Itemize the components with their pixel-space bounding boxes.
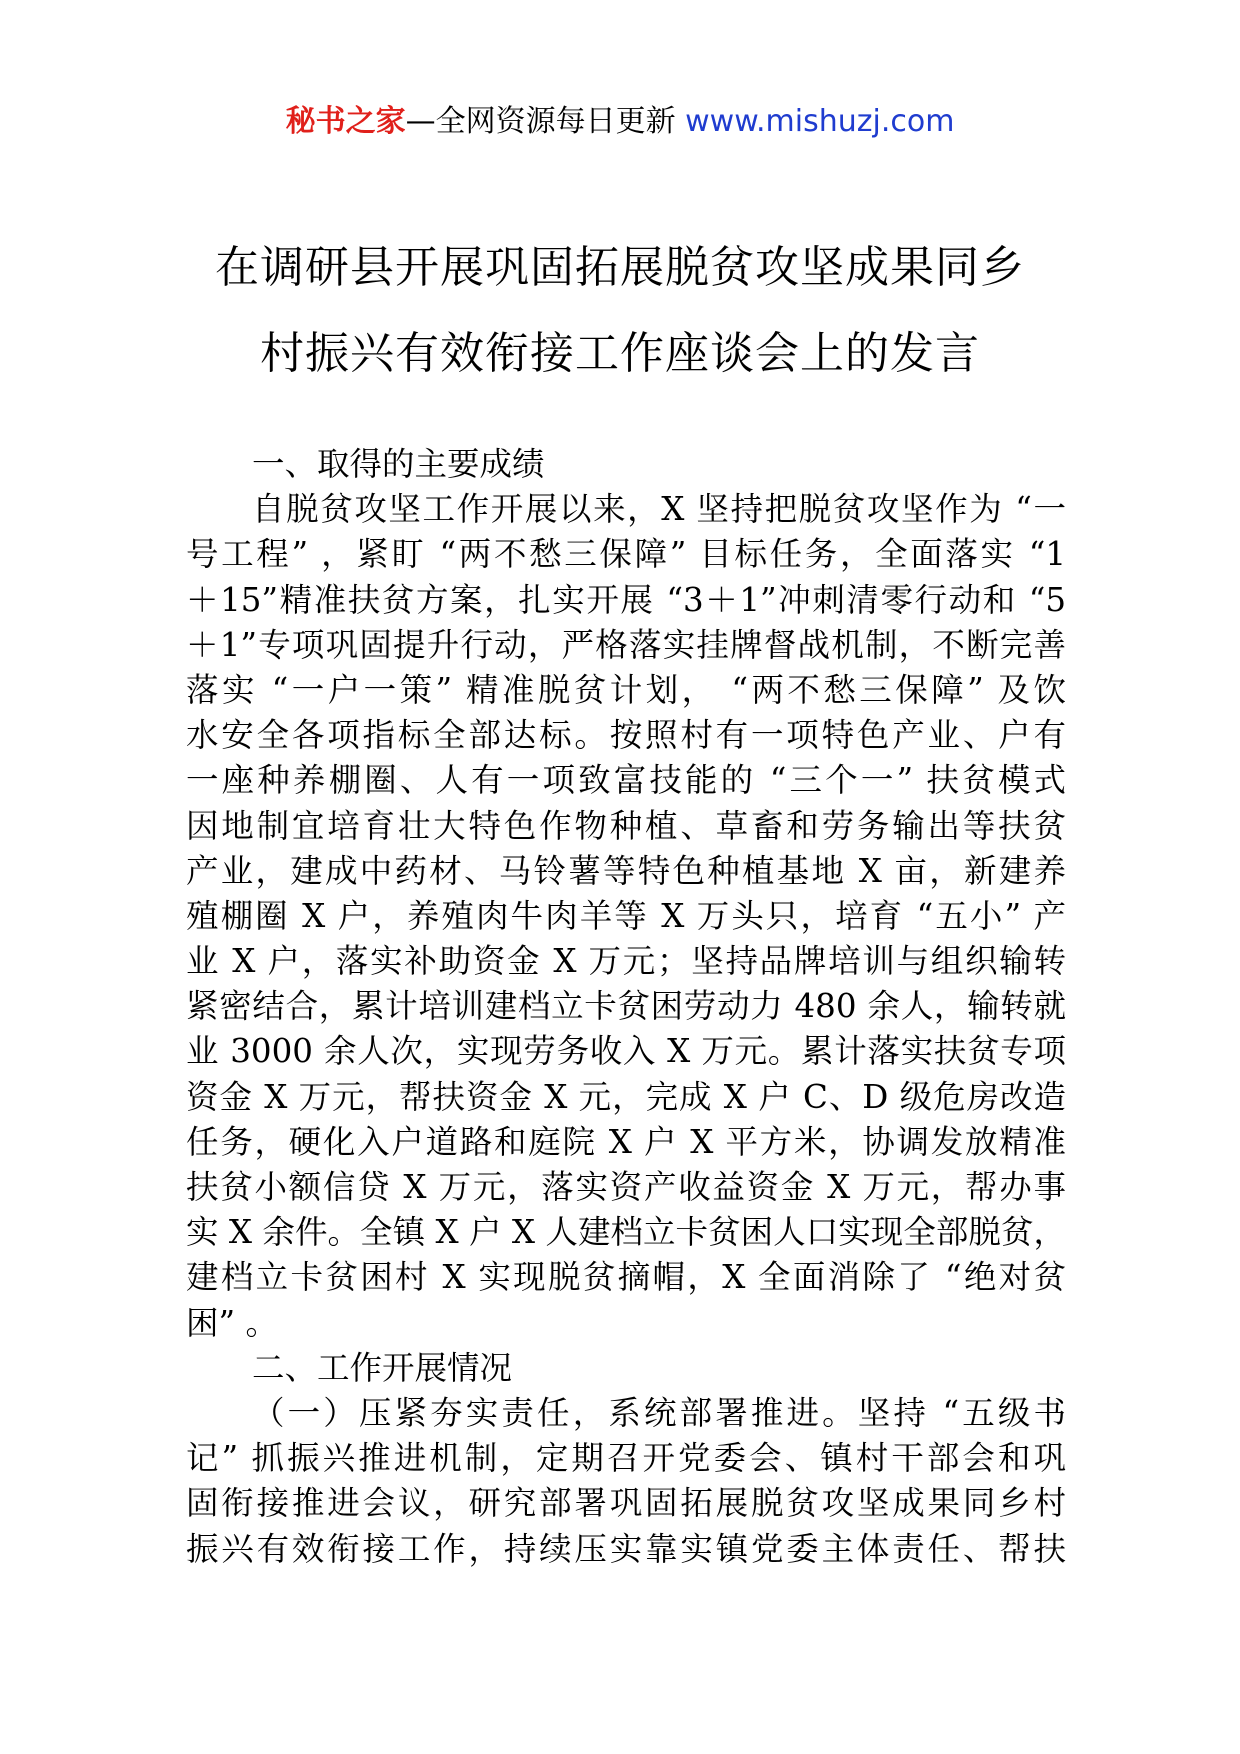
site-brand: 秘书之家	[285, 104, 406, 139]
body-line: 任务，硬化入户道路和庭院 X 户 X 平方米，协调发放精准	[186, 1122, 1066, 1161]
body-line: 建档立卡贫困村 X 实现脱贫摘帽，X 全面消除了 “绝对贫	[186, 1258, 1066, 1297]
body-line: 殖棚圈 X 户，养殖肉牛肉羊等 X 万头只，培育 “五小” 产	[186, 896, 1066, 935]
body-line: ＋15”精准扶贫方案，扎实开展 “3＋1”冲刺清零行动和 “5	[186, 580, 1066, 619]
site-header	[0, 100, 1240, 144]
body-line: 业 X 户，落实补助资金 X 万元；坚持品牌培训与组织输转	[186, 942, 1066, 981]
document-title	[0, 225, 1240, 397]
body-line: 号工程” ，紧盯 “两不愁三保障” 目标任务，全面落实 “1	[186, 535, 1066, 574]
body-line: 资金 X 万元，帮扶资金 X 元，完成 X 户 C、D 级危房改造	[186, 1077, 1066, 1116]
body-line: 落实 “一户一策” 精准脱贫计划， “两不愁三保障” 及饮	[186, 670, 1066, 709]
body-line: 振兴有效衔接工作，持续压实靠实镇党委主体责任、帮扶	[186, 1529, 1066, 1568]
section-heading: 一、取得的主要成绩	[252, 445, 545, 483]
body-line: ＋1”专项巩固提升行动，严格落实挂牌督战机制，不断完善	[186, 625, 1066, 664]
body-line: 自脱贫攻坚工作开展以来，X 坚持把脱贫攻坚作为 “一	[252, 490, 1066, 529]
site-url-link[interactable]: www.mishuzj.com	[685, 104, 955, 139]
body-line: 记” 抓振兴推进机制，定期召开党委会、镇村干部会和巩	[186, 1439, 1066, 1478]
document-body	[186, 442, 1066, 1572]
body-line: 固衔接推进会议，研究部署巩固拓展脱贫攻坚成果同乡村	[186, 1484, 1066, 1523]
body-line: 扶贫小额信贷 X 万元，落实资产收益资金 X 万元，帮办事	[186, 1168, 1066, 1206]
body-line: 实 X 余件。全镇 X 户 X 人建档立卡贫困人口实现全部脱贫，	[186, 1213, 1066, 1252]
body-line: 因地制宜培育壮大特色作物种植、草畜和劳务输出等扶贫	[186, 806, 1066, 845]
body-line: 困” 。	[186, 1303, 278, 1342]
title-line: 村振兴有效衔接工作座谈会上的发言	[260, 328, 980, 379]
site-slogan: —全网资源每日更新	[405, 104, 686, 139]
body-line: 业 3000 余人次，实现劳务收入 X 万元。累计落实扶贫专项	[186, 1032, 1066, 1071]
body-line: 一座种养棚圈、人有一项致富技能的 “三个一” 扶贫模式	[186, 761, 1066, 800]
title-line: 在调研县开展巩固拓展脱贫攻坚成果同乡	[215, 242, 1025, 293]
body-line: （一）压紧夯实责任，系统部署推进。坚持 “五级书	[252, 1393, 1066, 1432]
body-line: 产业，建成中药材、马铃薯等特色种植基地 X 亩，新建养	[186, 851, 1066, 890]
body-line: 紧密结合，累计培训建档立卡贫困劳动力 480 余人，输转就	[186, 987, 1066, 1026]
section-heading: 二、工作开展情况	[252, 1348, 513, 1387]
body-line: 水安全各项指标全部达标。按照村有一项特色产业、户有	[186, 716, 1066, 755]
